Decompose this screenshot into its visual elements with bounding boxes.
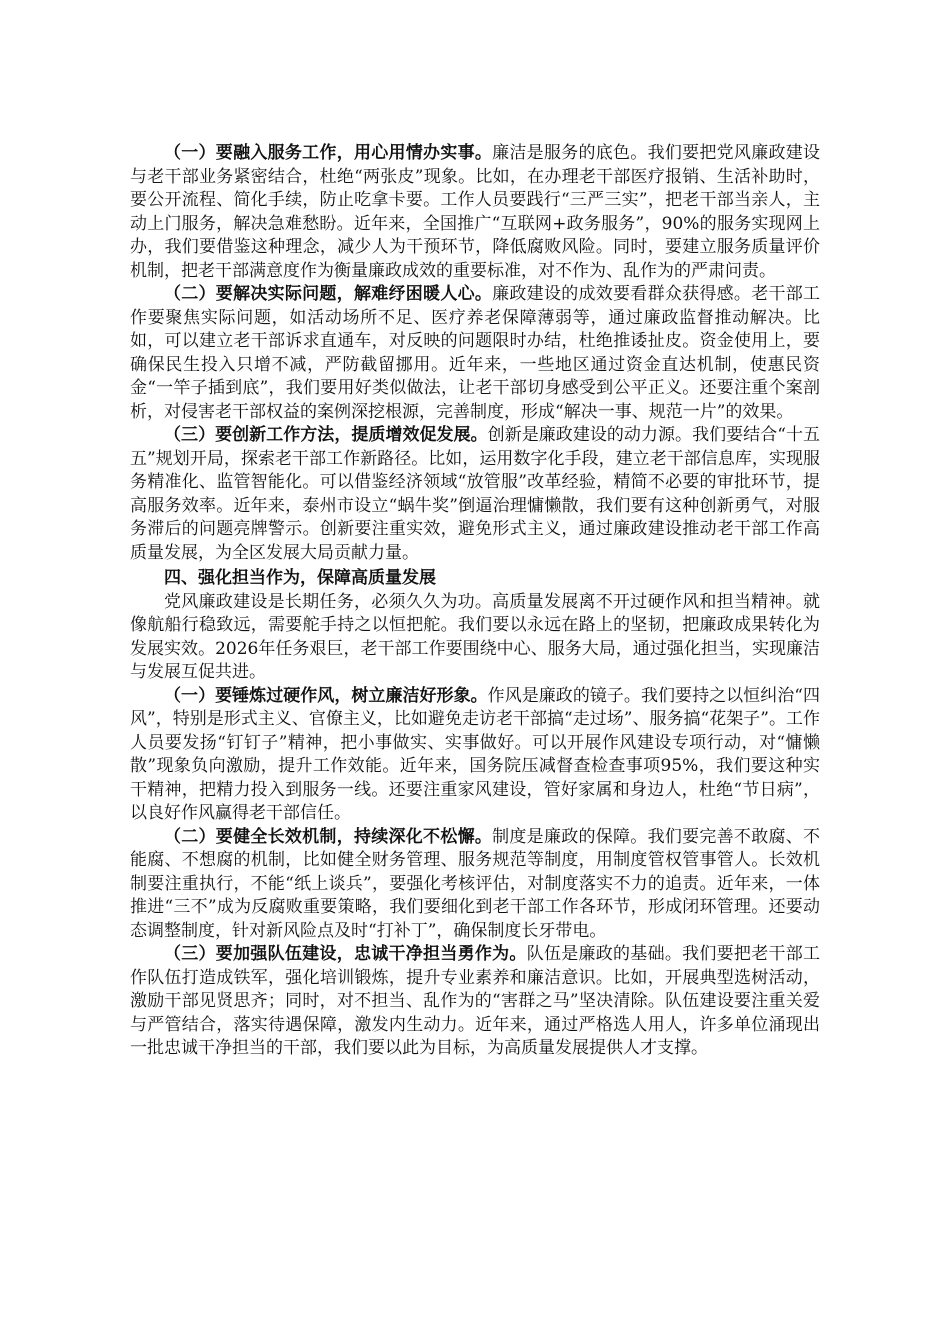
paragraph-body: 廉洁是服务的底色。我们要把党风廉政建设与老干部业务紧密结合，杜绝“两张皮”现象。比如，在办理老干部医疗报销、生活补助时，要公开流程、简化手续，防止吃拿卡要。工作人员要践行“三严三实”，把老干部当亲人，主动上门服务，解决急难愁盼。近年来，全国推广“互联网+政务服务”，90%的服务实现网上办，我们要借鉴这种理念，减少人为干预环节，降低腐败风险。同时，要建立服务质量评价机制，把老干部满意度作为衡量廉政成效的重要标准，对不作为、乱作为的严肃问责。 [130, 143, 821, 281]
paragraph-lead: （二）要健全长效机制，持续深化不松懈。 [164, 826, 493, 847]
paragraph-innovation [130, 424, 820, 565]
section-4-intro: 党风廉政建设是长期任务，必须久久为功。高质量发展离不开过硬作风和担当精神。就像航船行稳致远，需要舵手持之以恒把舵。我们要以永远在路上的坚韧，把廉政成果转化为发展实效。2026年任务艰巨，老干部工作要围绕中心、服务大局，通过强化担当，实现廉洁与发展互促共进。 [130, 591, 820, 682]
paragraph-lead: （二）要解决实际问题，解难纾困暖人心。 [164, 284, 493, 304]
paragraph-lead: （一）要融入服务工作，用心用情办实事。 [164, 143, 493, 163]
paragraph-team-building [130, 943, 820, 1061]
paragraph-practical-problems [130, 283, 820, 424]
paragraph-lead: （三）要加强队伍建设，忠诚干净担当勇作为。 [164, 944, 527, 964]
paragraph-lead: （三）要创新工作方法，提质增效促发展。 [164, 425, 488, 445]
paragraph-work-style [130, 685, 820, 826]
paragraph-lead: （一）要锤炼过硬作风，树立廉洁好形象。 [164, 685, 488, 706]
paragraph-long-term-mechanism [130, 826, 820, 944]
paragraph-body: 制度是廉政的保障。我们要完善不敢腐、不能腐、不想腐的机制，比如健全财务管理、服务规范等制度，用制度管权管事管人。长效机制要注重执行，不能“纸上谈兵”，要强化考核评估，对制度落实不力的追责。近年来，一体推进“三不”成为反腐败重要策略，我们要细化到老干部工作各环节，形成闭环管理。还要动态调整制度，针对新风险点及时“打补丁”，确保制度长牙带电。 [130, 826, 821, 941]
paragraph-service-work [130, 142, 820, 283]
paragraph-body: 队伍是廉政的基础。我们要把老干部工作队伍打造成铁军，强化培训锻炼，提升专业素养和廉洁意识。比如，开展典型选树活动，激励干部见贤思齐；同时，对不担当、乱作为的“害群之马”坚决清除。队伍建设要注重关爱与严管结合，落实待遇保障，激发内生动力。近年来，通过严格选人用人，许多单位涌现出一批忠诚干净担当的干部，我们要以此为目标，为高质量发展提供人才支撑。 [130, 944, 821, 1058]
document-page [130, 142, 820, 1061]
section-heading-4: 四、强化担当作为，保障高质量发展 [164, 568, 436, 588]
paragraph-body: 廉政建设的成效要看群众获得感。老干部工作要聚焦实际问题，如活动场所不足、医疗养老保障薄弱等，通过廉政监督推动解决。比如，可以建立老干部诉求直通车，对反映的问题限时办结，杜绝推诿扯皮。资金使用上，要确保民生投入只增不减，严防截留挪用。近年来，一些地区通过资金直达机制，使惠民资金“一竿子插到底”，我们要用好类似做法，让老干部切身感受到公平正义。还要注重个案剖析，对侵害老干部权益的案例深挖根源，完善制度，形成“解决一事、规范一片”的效果。 [130, 284, 821, 422]
paragraph-body: 创新是廉政建设的动力源。我们要结合“十五五”规划开局，探索老干部工作新路径。比如，运用数字化手段，建立老干部信息库，实现服务精准化、监管智能化。可以借鉴经济领域“放管服”改革经验，精简不必要的审批环节，提高服务效率。近年来，泰州市设立“蜗牛奖”倒逼治理慵懒散，我们要有这种创新勇气，对服务滞后的问题亮牌警示。创新要注重实效，避免形式主义，通过廉政建设推动老干部工作高质量发展，为全区发展大局贡献力量。 [130, 425, 820, 563]
paragraph-body: 作风是廉政的镜子。我们要持之以恒纠治“四风”，特别是形式主义、官僚主义，比如避免走访老干部搞“走过场”、服务搞“花架子”。工作人员要发扬“钉钉子”精神，把小事做实、实事做好。可以开展作风建设专项行动，对“慵懒散”现象负向激励，提升工作效能。近年来，国务院压减督查检查事项95%，我们要这种实干精神，把精力投入到服务一线。还要注重家风建设，管好家属和身边人，杜绝“节日病”，以良好作风赢得老干部信任。 [130, 685, 820, 823]
